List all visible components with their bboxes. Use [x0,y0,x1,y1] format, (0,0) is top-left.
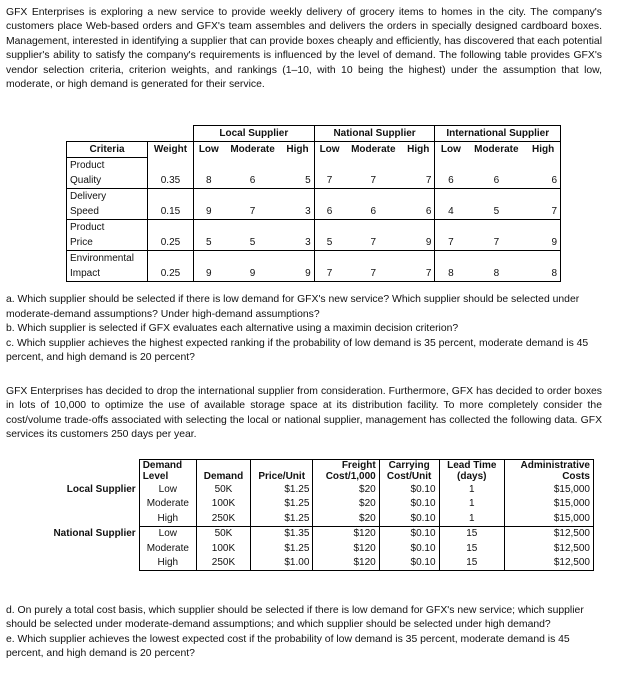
score-cell: 7 [314,266,344,282]
cost-cell: $1.25 [250,497,312,512]
score-cell: 9 [193,204,223,220]
cost-cell: $1.25 [250,541,312,556]
criteria-label-line1: Product [67,158,148,174]
col-header: Moderate [351,144,396,156]
intro-paragraph: GFX Enterprises is exploring a new service to provide weekly delivery of grocery items to homes in the city. The company's customers place Web-based orders and GFX's team assembles and delivers the orders in specially designed cardboard boxes. Management, interested in identifying a supplier that can provide boxes cheaply and efficiently, has discovered that each potential supplier's ability to satisfy the company's requirements is influenced by the level of demand. The following table provides GFX's vendor selection criteria, criterion weights, and rankings (1–10, with 10 being the highest) under the assumption that low, moderate, or high demand is generated for their service. [6,7,602,91]
criteria-row [67,173,561,189]
col-header: High [402,142,435,158]
cost-cell: $0.10 [379,556,439,571]
score-cell: 8 [193,173,223,189]
score-cell: 9 [526,235,560,251]
questions-a-c [6,293,604,366]
score-cell: 9 [281,266,314,282]
weight-cell: 0.25 [148,235,194,251]
col-header: Moderate [230,144,275,156]
cost-cell: Low [139,526,196,541]
score-cell: 6 [435,173,466,189]
score-cell: 5 [281,173,314,189]
col-header: Low [435,142,466,158]
cost-cell: High [139,556,196,571]
score-cell: 5 [224,235,282,251]
col-header-weight: Weight [148,142,194,158]
cost-cell: Low [139,482,196,497]
score-cell: 7 [344,266,402,282]
cost-cell: $0.10 [379,497,439,512]
question-c: c. Which supplier achieves the highest expected ranking if the probability of low demand is 35 percent, moderate demand is 45 percent, and high demand is 20 percent? [6,337,589,364]
col-header: High [526,142,560,158]
score-cell: 9 [193,266,223,282]
score-cell: 4 [435,204,466,220]
score-cell: 7 [344,235,402,251]
cost-cell: $1.25 [250,511,312,526]
cost-cell: 250K [196,511,250,526]
cost-cell: $20 [313,482,379,497]
score-cell: 7 [402,266,435,282]
vendor-ranking-table [66,125,561,282]
criteria-label-line2: Quality [67,173,148,189]
cost-row [36,497,594,512]
col-header: Low [314,142,344,158]
score-cell: 7 [224,204,282,220]
cost-cell: $15,000 [505,511,594,526]
criteria-label-line2: Speed [67,204,148,220]
col-header-price-unit: Price/Unit [250,460,312,483]
question-d: d. On purely a total cost basis, which supplier should be selected if there is low demand for GFX's new service; which supplier should be selected under moderate-demand assumptions; and which supplier should be selected under high demand? [6,605,584,631]
cost-cell: $20 [313,497,379,512]
score-cell: 9 [402,235,435,251]
score-cell: 6 [466,173,526,189]
cost-row [36,482,594,497]
question-e: e. Which supplier achieves the lowest expected cost if the probability of low demand is 35 percent, moderate demand is 45 percent, and high demand is 20 percent? [6,633,570,660]
cost-cell: Moderate [139,541,196,556]
cost-row [36,511,594,526]
weight-cell: 0.15 [148,204,194,220]
score-cell: 7 [526,204,560,220]
col-header: Low [193,142,223,158]
col-header-freight: Freight Cost/1,000 [313,460,379,483]
score-cell: 5 [193,235,223,251]
cost-cell: 1 [439,511,504,526]
score-cell: 6 [224,173,282,189]
cost-cell: 15 [439,556,504,571]
cost-cell: $120 [313,526,379,541]
cost-cell: $1.25 [250,482,312,497]
col-header: High [281,142,314,158]
cost-cell: $0.10 [379,511,439,526]
cost-cell: 50K [196,482,250,497]
criteria-row-top [67,220,561,236]
weight-cell: 0.25 [148,266,194,282]
supplier-label: National Supplier [53,528,136,539]
group-header-national: National Supplier [314,126,435,142]
score-cell: 7 [402,173,435,189]
criteria-row [67,204,561,220]
cost-cell: High [139,511,196,526]
cost-cell: Moderate [139,497,196,512]
cost-cell: $20 [313,511,379,526]
supplier-label: Local Supplier [66,483,136,495]
col-header-lead-time: Lead Time (days) [439,460,504,483]
score-cell: 6 [526,173,560,189]
criteria-row-top [67,251,561,267]
col-header-carrying: Carrying Cost/Unit [379,460,439,483]
criteria-label-line1: Product [67,220,148,236]
question-a: a. Which supplier should be selected if there is low demand for GFX's new service? Which supplier should be selected under moderate-demand assumptions? Under high-demand assumptions? [6,294,580,320]
col-header: Moderate [474,144,519,156]
col-header-criteria: Criteria [67,142,148,158]
col-header-demand: Demand [196,460,250,483]
group-header-local: Local Supplier [193,126,314,142]
score-cell: 5 [466,204,526,220]
cost-cell: 100K [196,541,250,556]
score-cell: 7 [344,173,402,189]
score-cell: 7 [314,173,344,189]
cost-cell: $12,500 [505,541,594,556]
cost-cell: $12,500 [505,556,594,571]
cost-cell: $0.10 [379,526,439,541]
cost-row [36,541,594,556]
criteria-row-top [67,158,561,174]
criteria-label-line1: Delivery [67,189,148,205]
cost-cell: $1.00 [250,556,312,571]
score-cell: 3 [281,235,314,251]
cost-cell: $120 [313,541,379,556]
score-cell: 6 [314,204,344,220]
score-cell: 7 [435,235,466,251]
col-header-demand-level: Demand Level [139,460,196,483]
cost-cell: 15 [439,541,504,556]
questions-d-e [6,604,604,662]
cost-cell: 1 [439,497,504,512]
cost-cell: $0.10 [379,482,439,497]
cost-cell: $1.35 [250,526,312,541]
cost-row [36,556,594,571]
score-cell: 5 [314,235,344,251]
criteria-row-top [67,189,561,205]
score-cell: 8 [526,266,560,282]
cost-cell: 100K [196,497,250,512]
score-cell: 7 [466,235,526,251]
group-header-international: International Supplier [435,126,561,142]
cost-cell: $15,000 [505,482,594,497]
criteria-label-line2: Impact [67,266,148,282]
cost-cell: 250K [196,556,250,571]
score-cell: 6 [344,204,402,220]
score-cell: 6 [402,204,435,220]
second-paragraph: GFX Enterprises has decided to drop the international supplier from consideration. Furthermore, GFX has decided to order boxes in lots of 10,000 to optimize the use of available storage space at its distribution facility. To more completely consider the cost/volume trade-offs associated with selecting the local or national supplier, management has collected the following data. GFX services its customers 250 days per year. [6,386,602,441]
cost-cell: $0.10 [379,541,439,556]
criteria-label-line1: Environmental [67,251,148,267]
col-header-admin-costs: Administrative Costs [505,460,594,483]
criteria-row [67,266,561,282]
weight-cell: 0.35 [148,173,194,189]
cost-cell: 15 [439,526,504,541]
question-b: b. Which supplier is selected if GFX evaluates each alternative using a maximin decision criterion? [6,323,459,335]
criteria-label-line2: Price [67,235,148,251]
cost-cell: $12,500 [505,526,594,541]
cost-cell: 50K [196,526,250,541]
score-cell: 9 [224,266,282,282]
cost-data-table [36,459,594,571]
cost-cell: $15,000 [505,497,594,512]
cost-cell: 1 [439,482,504,497]
criteria-row [67,235,561,251]
score-cell: 8 [466,266,526,282]
cost-row [36,526,594,541]
score-cell: 8 [435,266,466,282]
cost-cell: $120 [313,556,379,571]
score-cell: 3 [281,204,314,220]
